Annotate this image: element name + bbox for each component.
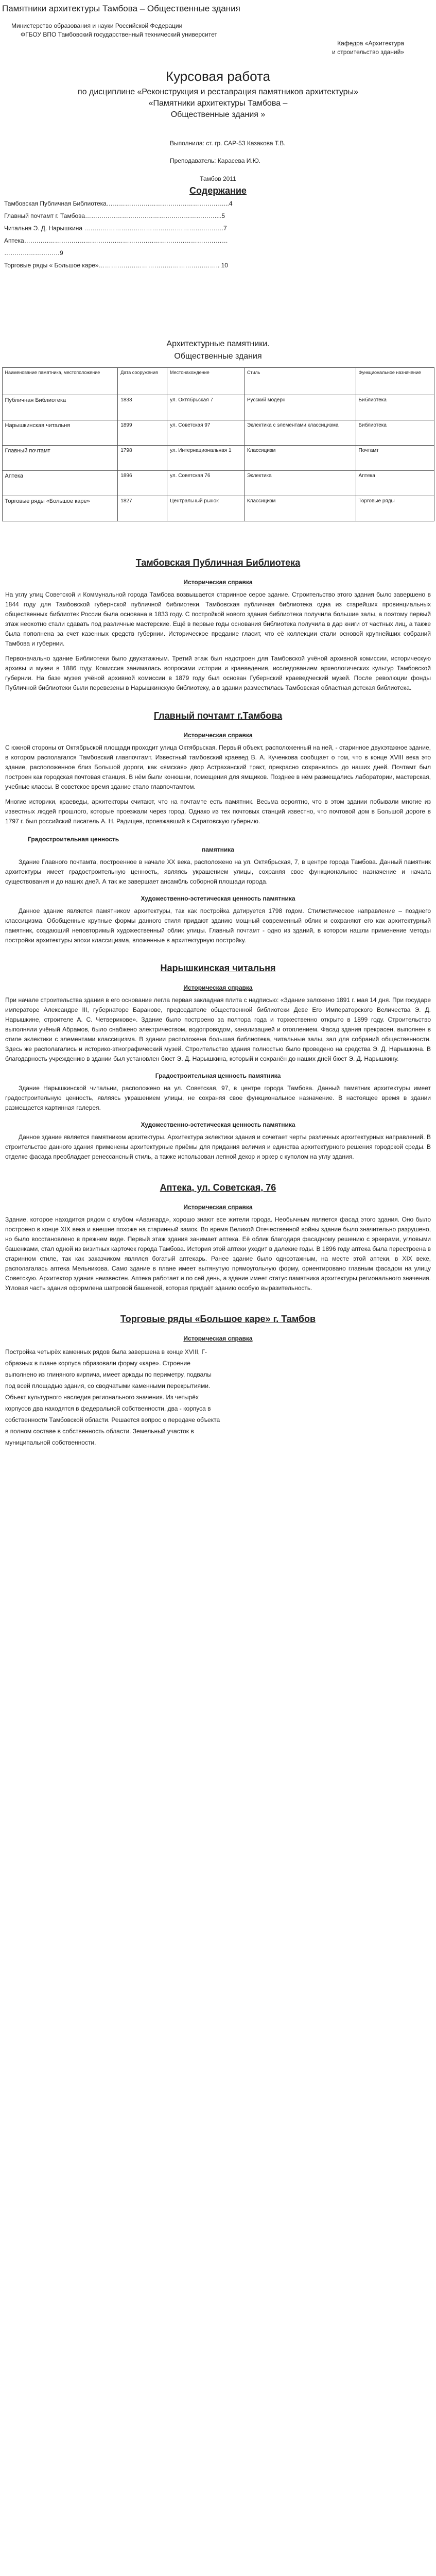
art-value-heading: Художественно-эстетическая ценность памятника: [141, 1121, 295, 1128]
table-cell: ул. Советская 76: [167, 471, 245, 496]
table-cell: Эклектика с элементами классицизма: [244, 420, 356, 446]
kafedra-block: [0, 39, 436, 57]
table-header-cell: Дата сооружения: [118, 368, 167, 395]
toc-item[interactable]: Главный почтамт г. Тамбова………………………………………………………....5: [4, 212, 225, 219]
paragraph: Здание Нарышкинской читальни, расположено на ул. Советская, 97, в центре города Тамбова. Данный памятник архитектуры имеет градостроительную ценность, являясь украшением улицы, не сохраняя свое функциональное назначение. В настоящее время в здании размещается картинная галерея.: [5, 1084, 431, 1111]
ministry-line: Министерство образования и науки Российской Федерации: [11, 22, 183, 29]
toc-item[interactable]: ………………………9: [4, 249, 63, 257]
teacher: Преподаватель: Карасева И.Ю.: [170, 157, 261, 164]
performed-by: Выполнила: ст. гр. САР-53 Казакова Т.В.: [170, 140, 286, 147]
toc-item[interactable]: Аптека………………………………………………………………………………………: [4, 237, 228, 244]
section-subheading: Историческая справка: [183, 732, 253, 739]
table-header-cell: Функциональное назначение: [356, 368, 434, 395]
kafedra-line-2: и строительство зданий»: [332, 48, 404, 56]
table-cell: 1899: [118, 420, 167, 446]
table-cell: Библиотека: [356, 395, 434, 420]
section-title-trading-rows: Торговые ряды «Большое каре» г. Тамбов: [120, 1314, 316, 1324]
ministry-block: [0, 22, 436, 39]
table-cell: Почтамт: [356, 446, 434, 471]
art-value-body: [0, 1128, 436, 1162]
paragraph: На углу улиц Советской и Коммунальной города Тамбова возвышается старинное серое здание. Строительство этого здания было завершено в 1844 году для Тамбовской губернской публичной библиотеки. Тамбовская публичная библиотека одна из старейших провинциальных общественных библиотек России была основана в 1833 году. С постройкой нового здания библиотека получила большие залы, а поэтому первый этаж неохотно стали сдавать под различные мастерские. Ещё в первые годы основания библиотека получила в дар книги от частных лиц, а также была пополнена за счет казенных средств губернии. Историческое предание гласит, что её коллекции стали основой крупнейших собраний Тамбова и губернии.: [5, 591, 431, 647]
table-cell: Публичная Библиотека: [2, 395, 118, 420]
table-header-row: [2, 368, 434, 395]
table-cell: Торговые ряды «Большое каре»: [2, 496, 118, 521]
table-cell: Библиотека: [356, 420, 434, 446]
table-cell: Аптека: [2, 471, 118, 496]
section-body-reading-room: [0, 991, 436, 1064]
table-cell: 1896: [118, 471, 167, 496]
table-cell: ул. Октябрьская 7: [167, 395, 245, 420]
table-of-contents: [0, 196, 436, 272]
paragraph: Здание Главного почтамта, построенное в начале XX века, расположено на ул. Октябрьская, 7, в центре города Тамбова. Данный памятник архитектуры имеет градостроительную ценность, являясь украшением улицы, сохраняя свое функциональное назначение и начала существования и до наших дней. А так же завершает ансамбль соборной площади города.: [5, 858, 431, 885]
urban-value-subheading: памятника: [202, 846, 234, 853]
paragraph: Данное здание является памятником архитектуры. Архитектура эклектики здания и сочетает черты различных архитектурных направлений. В строительстве данного здания применены архитектурные приёмы для придания величия и единства архитектурного решения городской среды. В отделке фасада преобладает ренессансный стиль, а также использован лепной декор и эркер с куполом на углу здания.: [5, 1133, 431, 1160]
authors-block: [0, 138, 436, 166]
toc-item[interactable]: Тамбовская Публичная Библиотека…………………………………………………...4: [4, 200, 233, 207]
section-title-reading-room: Нарышкинская читальня: [160, 963, 276, 973]
table-row: [2, 395, 434, 420]
monuments-table-subtitle: Общественные здания: [174, 352, 262, 361]
document-title: Памятники архитектуры Тамбова – Общественные здания: [2, 4, 240, 13]
table-header-cell: Стиль: [244, 368, 356, 395]
subject-line-2: «Памятники архитектуры Тамбова –: [148, 99, 288, 108]
paragraph: Постройка четырёх каменных рядов была завершена в конце XVIII, Г- образных в плане корпуса образовали форму «каре». Строение выполнено из глиняного кирпича, имеет аркады по периметру, подвалы под всей площадью здания, со сводчатыми каменными перекрытиями. Объект культурного наследия регионального значения. Из четырёх корпусов два находятся в федеральной собственности, два - корпуса в собственности Тамбовской области. Решается вопрос о передаче объекта в полном составе в собственность области. Земельный участок в муниципальной собственности.: [5, 1348, 220, 1446]
section-body-trading-rows: [0, 1342, 436, 1464]
table-cell: Классицизм: [244, 446, 356, 471]
toc-item[interactable]: Читальня Э. Д. Нарышкина ………………………………………………….……….7: [4, 225, 227, 232]
table-cell: 1827: [118, 496, 167, 521]
coursework-title: Курсовая работа: [165, 69, 271, 84]
table-cell: 1798: [118, 446, 167, 471]
section-subheading: Историческая справка: [183, 1204, 253, 1211]
table-row: [2, 446, 434, 471]
kafedra-line: Кафедра «Архитектура: [337, 40, 404, 47]
table-header-cell: Наименование памятника, местоположение: [2, 368, 118, 395]
urban-value-body: [0, 1079, 436, 1113]
paragraph: Первоначально здание Библиотеки было двухэтажным. Третий этаж был надстроен для Тамбовской учёной архивной комиссии, историческую архивы и музеи в 1886 году. Комиссия занималась вопросами истории и краеведения, исследованием археологических культур Тамбовской губернии. На базе музея учёной архивной комиссии в 1879 году был основан Губернский краеведческий музей. После революции фонды Публичной библиотеки были перевезены в Нарышкинскую библиотеку, а в здании разместилась Тамбовская областная детская библиотека.: [5, 655, 431, 691]
section-body-pharmacy: [0, 1211, 436, 1293]
section-subheading: Историческая справка: [183, 579, 253, 586]
toc-heading: Содержание: [189, 185, 247, 196]
paragraph: Здание, которое находится рядом с клубом «Авангард», хорошо знают все жители города. Необычным является фасад этого здания. Оно было построено в конце XIX века и внешне похоже на старинный замок. Во время Великой Отечественной войны здание было значительно разрушено, но было восстановлено в прежнем виде. Первый этаж здания занимает аптека. Её облик благодаря фасадному решению с эркерами, угловыми башенками, стал одной из визитных карточек города Тамбова. История этой аптеки уходит в далекие годы. В 1896 году аптека была перестроена в старинном стиле, так как заказчиком являлся богатый аптекарь. Ранее здание было одноэтажным, на месте этой аптеки, в XIX веке, располагалась аптека Мельникова. Само здание в плане имеет вытянутую прямоугольную форму, ориентировано главным фасадом на улицу Советскую. Архитектор здания неизвестен. Аптека работает и по сей день, а здание имеет статус памятника архитектуры регионального значения. Угловая часть здания оформлена шатровой башенкой, которая придаёт зданию особую выразительность.: [5, 1216, 431, 1292]
table-cell: Эклектика: [244, 471, 356, 496]
table-cell: Нарышкинская читальня: [2, 420, 118, 446]
table-cell: ул. Советская 97: [167, 420, 245, 446]
section-subheading: Историческая справка: [183, 984, 253, 991]
section-title-library: Тамбовская Публичная Библиотека: [135, 557, 301, 568]
paragraph: Данное здание является памятником архитектуры, так как постройка датируется 1798 годом. Стилистическое направление – позднего классицизма. Обобщенные крупные формы данного стиля придают зданию мощный современный облик и сохраняют его как архитектурный памятник, создающий неповторимый художественный облик улицы. Главный почтамт - одно из зданий, в котором нашли применение методы постройки архитектуры эпохи классицизма, вложенные в архитектурную постройку.: [5, 907, 431, 944]
section-title-pharmacy: Аптека, ул. Советская, 76: [160, 1182, 276, 1193]
table-row: [2, 496, 434, 521]
urban-value-heading: Градостроительная ценность: [28, 836, 119, 843]
art-value-heading: Художественно-эстетическая ценность памятника: [141, 895, 295, 902]
section-subheading: Историческая справка: [183, 1335, 253, 1342]
table-cell: 1833: [118, 395, 167, 420]
table-cell: ул. Интернациональная 1: [167, 446, 245, 471]
table-cell: Русский модерн: [244, 395, 356, 420]
table-row: [2, 471, 434, 496]
urban-value-body: [0, 853, 436, 887]
table-header-cell: Местонахождение: [167, 368, 245, 395]
table-cell: Классицизм: [244, 496, 356, 521]
monuments-table-title: Архитектурные памятники.: [166, 340, 270, 348]
paragraph: С южной стороны от Октябрьской площади проходит улица Октябрьская. Первый объект, расположенный на ней, - старинное двухэтажное здание, в котором располагался Тамбовский главпочтамт. Известный тамбовский краевед В. А. Кученкова сообщает о том, что в конце XVIII века это здание, расположенное близ Большой дороги, как «ямская» двор Астраханский тракт, прекрасно сохранилось до наших дней. Почтамт был построен как городская почтовая станция. В нём были конюшни, помещения для ямщиков. Позднее в нём размещались лаборатории, мастерская, учебные классы. В советское время здание стало главпочтамтом.: [5, 744, 431, 790]
section-title-post: Главный почтамт г.Тамбова: [153, 710, 283, 721]
section-body-post: [0, 739, 436, 826]
table-cell: Главный почтамт: [2, 446, 118, 471]
subject-line: по дисциплине «Реконструкция и реставрация памятников архитектуры»: [78, 88, 358, 96]
toc-item[interactable]: Торговые ряды « Большое каре»………………………………………………….. 10: [4, 262, 228, 269]
city-year: Тамбов 2011: [200, 175, 236, 182]
section-body-library: [0, 586, 436, 693]
table-row: [2, 420, 434, 446]
table-cell: Центральный рынок: [167, 496, 245, 521]
university-line: ФГБОУ ВПО Тамбовский государственный технический университет: [21, 31, 217, 38]
monuments-table: [2, 367, 434, 521]
paragraph: Многие историки, краеведы, архитекторы считают, что на почтамте есть памятник. Весьма вероятно, что в этом здании побывали многие из известных людей прошлого, которые проезжали через город. Однако из тех почтовых станций известно, что почтовой дом в Большой дороге в 1797 г. был российский писатель А. Н. Радищев, проезжавший в Саратовскую губернию.: [5, 798, 431, 825]
table-cell: Торговые ряды: [356, 496, 434, 521]
subject-line-3: Общественные здания »: [170, 110, 266, 119]
paragraph: При начале строительства здания в его основание легла первая закладная плита с надписью: «Здание заложено 1891 г. мая 14 дня. При государе императоре Александре III, губернаторе Баранове, председателе общественной библиотеки Деве Его Императорского Величества Э. Д. Нарышкине, строителе А. С. Четвериковe». Здание было построено за полтора года и торжественно открыто в 1899 году. Строительство выполняли учёный Абрамов, было снабжено электричеством, водопроводом, канализацией и отоплением. Фасад здания прекрасен, выполнен в стиле эклектики с элементами классицизма. В здании расположена большая библиотека, читальные залы, зал для собраний общественности. Здесь же располагались и историко-этнографический музей. Строительство здания полностью было проведено на средства Э. Д. Нарышкина. В благодарность учреждению в здании был установлен бюст Э. Д. Нарышкина, который и сохранён до наших дней бюст Э. Д. Нарышкину.: [5, 996, 431, 1062]
urban-value-heading: Градостроительная ценность памятника: [155, 1072, 281, 1079]
table-cell: Аптека: [356, 471, 434, 496]
art-value-body: [0, 902, 436, 945]
